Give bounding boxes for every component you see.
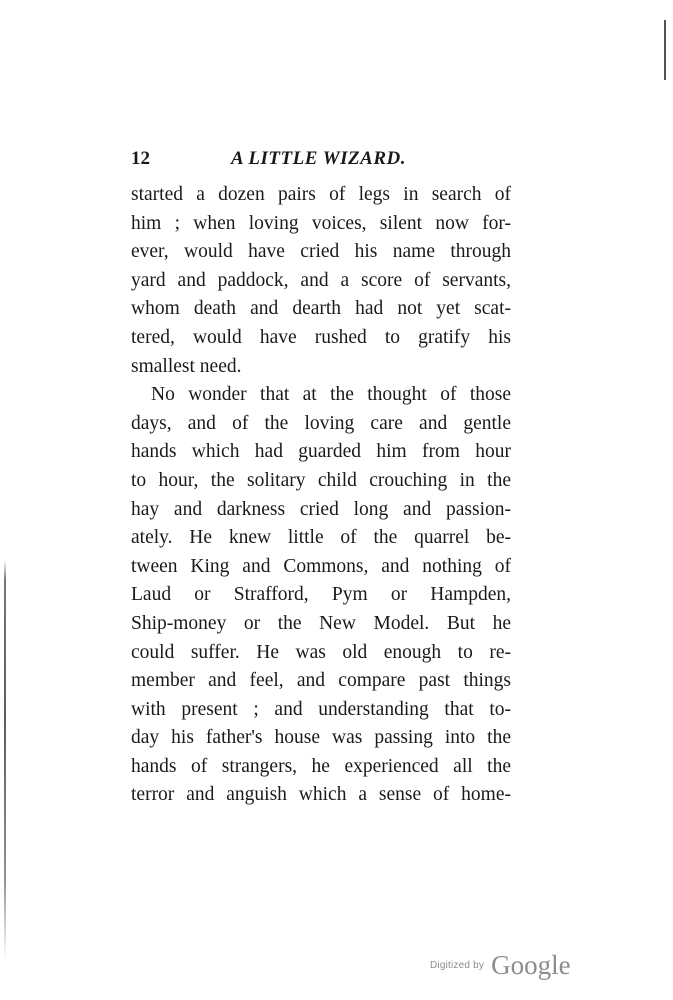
text-line: hands which had guarded him from hour: [131, 441, 511, 463]
running-head: [131, 146, 511, 172]
text-line: tered, would have rushed to gratify his: [131, 326, 511, 348]
body-text: [131, 181, 511, 810]
text-line: member and feel, and compare past things: [131, 670, 511, 692]
text-line: days, and of the loving care and gentle: [131, 412, 511, 434]
page-number: 12: [131, 148, 150, 169]
text-line: ever, would have cried his name through: [131, 241, 511, 263]
watermark-prefix: Digitized by: [430, 960, 485, 971]
text-line: whom death and dearth had not yet scat-: [131, 298, 511, 320]
text-line: started a dozen pairs of legs in search of: [131, 184, 511, 205]
text-line: hay and darkness cried long and passion-: [131, 498, 511, 520]
text-line: Laud or Strafford, Pym or Hampden,: [131, 584, 511, 606]
text-line: him ; when loving voices, silent now for-: [131, 212, 511, 234]
text-line: yard and paddock, and a score of servants,: [131, 269, 511, 291]
text-line: to hour, the solitary child crouching in the: [131, 469, 511, 491]
text-line: terror and anguish which a sense of home-: [131, 784, 511, 806]
text-line: Ship-money or the New Model. But he: [131, 612, 511, 634]
digitized-by-google-watermark: [430, 950, 571, 978]
text-line: smallest need.: [131, 355, 242, 377]
text-line: could suffer. He was old enough to re-: [131, 641, 511, 663]
text-line: day his father's house was passing into the: [131, 727, 511, 749]
page-edge-shadow-left: [4, 560, 6, 960]
google-logo: Google: [491, 950, 571, 980]
text-line: with present ; and understanding that to-: [131, 698, 511, 720]
running-title: A LITTLE WIZARD.: [231, 148, 406, 169]
text-line: tween King and Commons, and nothing of: [131, 555, 511, 577]
page-edge-shadow-right: [664, 20, 666, 80]
text-line: No wonder that at the thought of those: [151, 384, 511, 406]
text-line: hands of strangers, he experienced all the: [131, 755, 511, 777]
text-line: ately. He knew little of the quarrel be-: [131, 527, 511, 549]
